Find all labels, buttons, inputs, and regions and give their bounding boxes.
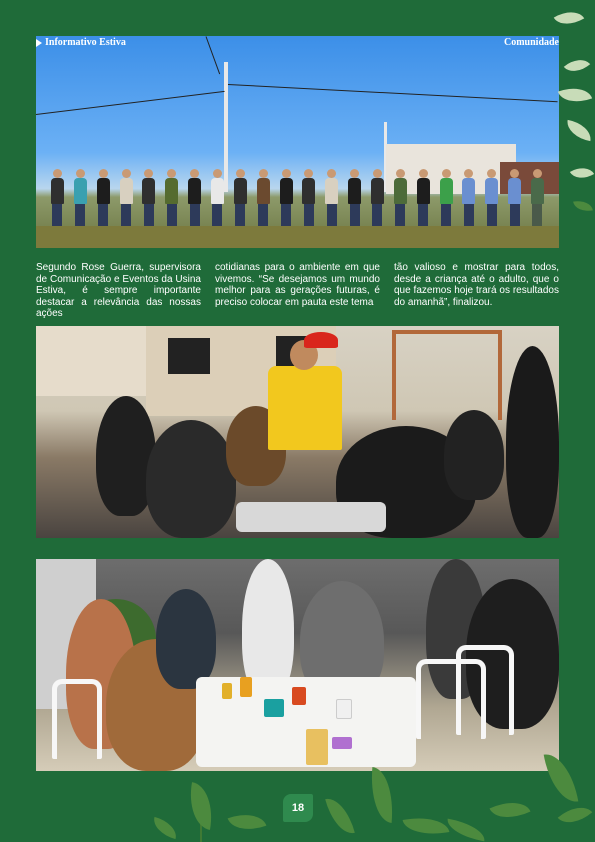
leaf-icon: [564, 53, 590, 79]
paint-jar: [222, 683, 232, 699]
participant-boy: [156, 589, 216, 689]
craft-table: [236, 502, 386, 532]
paint-jar: [240, 677, 252, 697]
power-line: [36, 91, 225, 115]
leaf-icon: [184, 782, 217, 830]
participant: [146, 420, 236, 538]
leaf-icon: [573, 199, 593, 214]
leaf-icon: [570, 162, 594, 184]
leaf-icon: [558, 798, 593, 831]
paint-container: [264, 699, 284, 717]
leaf-icon: [325, 794, 355, 838]
leaf-icon: [558, 81, 592, 108]
article-column-3: tão valioso e mostrar para todos, desde a criança até o adulto, que o que fazemos hoje trará os resultados do amanhã”, finalizou.: [394, 262, 559, 308]
leaf-icon: [228, 807, 267, 837]
activity-photo-craft-table: [36, 559, 559, 771]
paint-jar: [292, 687, 306, 705]
grass-ground: [36, 226, 559, 248]
triangle-right-icon: [36, 39, 42, 47]
juice-box: [306, 729, 328, 765]
leaf-icon: [565, 120, 594, 141]
leaf-icon: [445, 819, 487, 842]
house-window: [168, 338, 210, 374]
leaf-icon: [544, 750, 579, 806]
leaf-icon: [150, 817, 179, 839]
leaf-icon: [554, 5, 585, 32]
leaf-icon: [368, 767, 397, 823]
house-wall: [36, 326, 146, 396]
page-number: 18: [291, 802, 305, 814]
power-line: [228, 84, 558, 102]
participant: [444, 410, 504, 500]
page-number-badge: [283, 794, 313, 822]
article-body: [36, 262, 559, 320]
instructor-shirt: [268, 366, 342, 450]
article-column-1: Segundo Rose Guerra, supervisora de Comunicação e Eventos da Usina Estiva, é sempre importante destacar a relevância das nossas ações: [36, 262, 201, 320]
leaf-icon: [489, 793, 530, 826]
leaf-icon: [403, 812, 450, 839]
activity-photo-instructor: [36, 326, 559, 538]
section-category: Comunidade: [503, 37, 559, 48]
publication-name: Informativo Estiva: [45, 37, 126, 48]
section-label: [36, 37, 126, 48]
wooden-pergola: [392, 330, 502, 420]
group-photo: [36, 36, 559, 248]
participant: [506, 346, 559, 538]
plastic-chair: [456, 645, 514, 735]
glue-bottle: [336, 699, 352, 719]
plastic-chair: [52, 679, 102, 759]
crowd-back-row: [46, 169, 549, 226]
page-header: [36, 36, 559, 49]
craft-piece: [332, 737, 352, 749]
red-cap: [304, 332, 338, 348]
article-column-2: cotidianas para o ambiente em que vivemos. “Se desejamos um mundo melhor para as gerações futuras, é preciso colocar em pauta este tema: [215, 262, 380, 308]
